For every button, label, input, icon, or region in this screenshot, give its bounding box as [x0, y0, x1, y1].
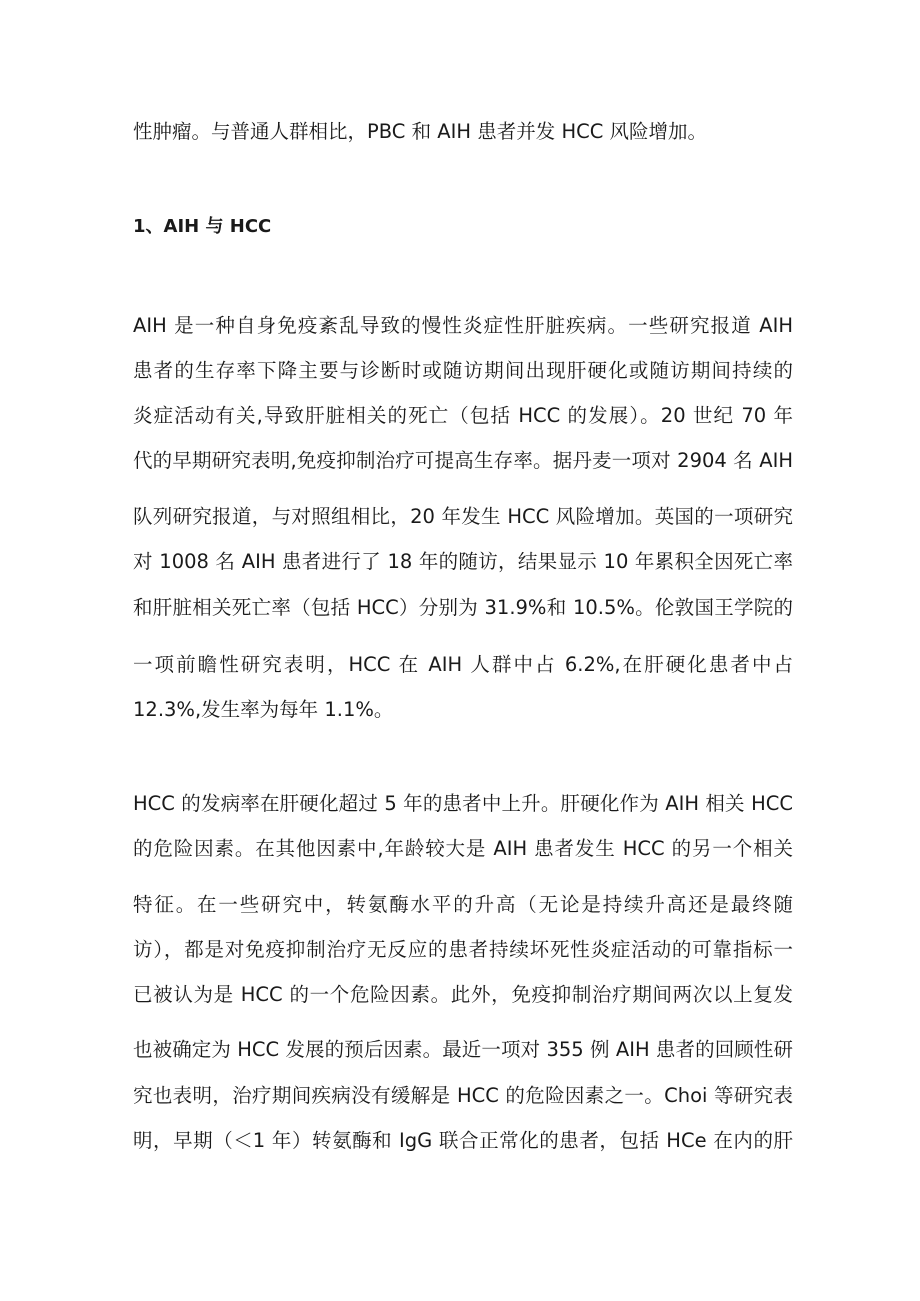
- paragraph2-line: HCC 的发病率在肝硬化超过 5 年的患者中上升。肝硬化作为 AIH 相关 HCC: [133, 792, 793, 815]
- paragraph1-line: 队列研究报道，与对照组相比，20 年发生 HCC 风险增加。英国的一项研究: [133, 505, 793, 528]
- paragraph1-line: 对 1008 名 AIH 患者进行了 18 年的随访，结果显示 10 年累积全因死亡率: [133, 550, 793, 573]
- paragraph1-line: 代的早期研究表明,免疫抑制治疗可提高生存率。据丹麦一项对 2904 名 AIH: [133, 449, 793, 472]
- paragraph1-line: 12.3%,发生率为每年 1.1%。: [133, 698, 394, 721]
- paragraph1-line: 和肝脏相关死亡率（包括 HCC）分别为 31.9%和 10.5%。伦敦国王学院的: [133, 596, 793, 619]
- paragraph2-line: 访），都是对免疫抑制治疗无反应的患者持续坏死性炎症活动的可靠指标一: [133, 938, 793, 961]
- paragraph2-line: 明，早期（＜1 年）转氨酶和 IgG 联合正常化的患者，包括 HCe 在内的肝: [133, 1129, 793, 1152]
- paragraph1-line: 炎症活动有关,导致肝脏相关的死亡（包括 HCC 的发展）。20 世纪 70 年: [133, 404, 793, 427]
- paragraph1-line: 患者的生存率下降主要与诊断时或随访期间出现肝硬化或随访期间持续的: [133, 359, 793, 382]
- paragraph2-line: 究也表明，治疗期间疾病没有缓解是 HCC 的危险因素之一。Choi 等研究表: [133, 1084, 793, 1107]
- paragraph2-line: 特征。在一些研究中，转氨酶水平的升高（无论是持续升高还是最终随: [133, 893, 793, 916]
- paragraph2-line: 也被确定为 HCC 发展的预后因素。最近一项对 355 例 AIH 患者的回顾性研: [133, 1038, 793, 1061]
- intro-line: 性肿瘤。与普通人群相比，PBC 和 AIH 患者并发 HCC 风险增加。: [133, 120, 708, 143]
- paragraph1-line: 一项前瞻性研究表明，HCC 在 AIH 人群中占 6.2%,在肝硬化患者中占: [133, 653, 793, 676]
- section-heading: 1、AIH 与 HCC: [133, 216, 272, 237]
- paragraph2-line: 的危险因素。在其他因素中,年龄较大是 AIH 患者发生 HCC 的另一个相关: [133, 837, 793, 860]
- paragraph2-line: 已被认为是 HCC 的一个危险因素。此外，免疫抑制治疗期间两次以上复发: [133, 983, 793, 1006]
- paragraph1-line: AIH 是一种自身免疫紊乱导致的慢性炎症性肝脏疾病。一些研究报道 AIH: [133, 314, 793, 337]
